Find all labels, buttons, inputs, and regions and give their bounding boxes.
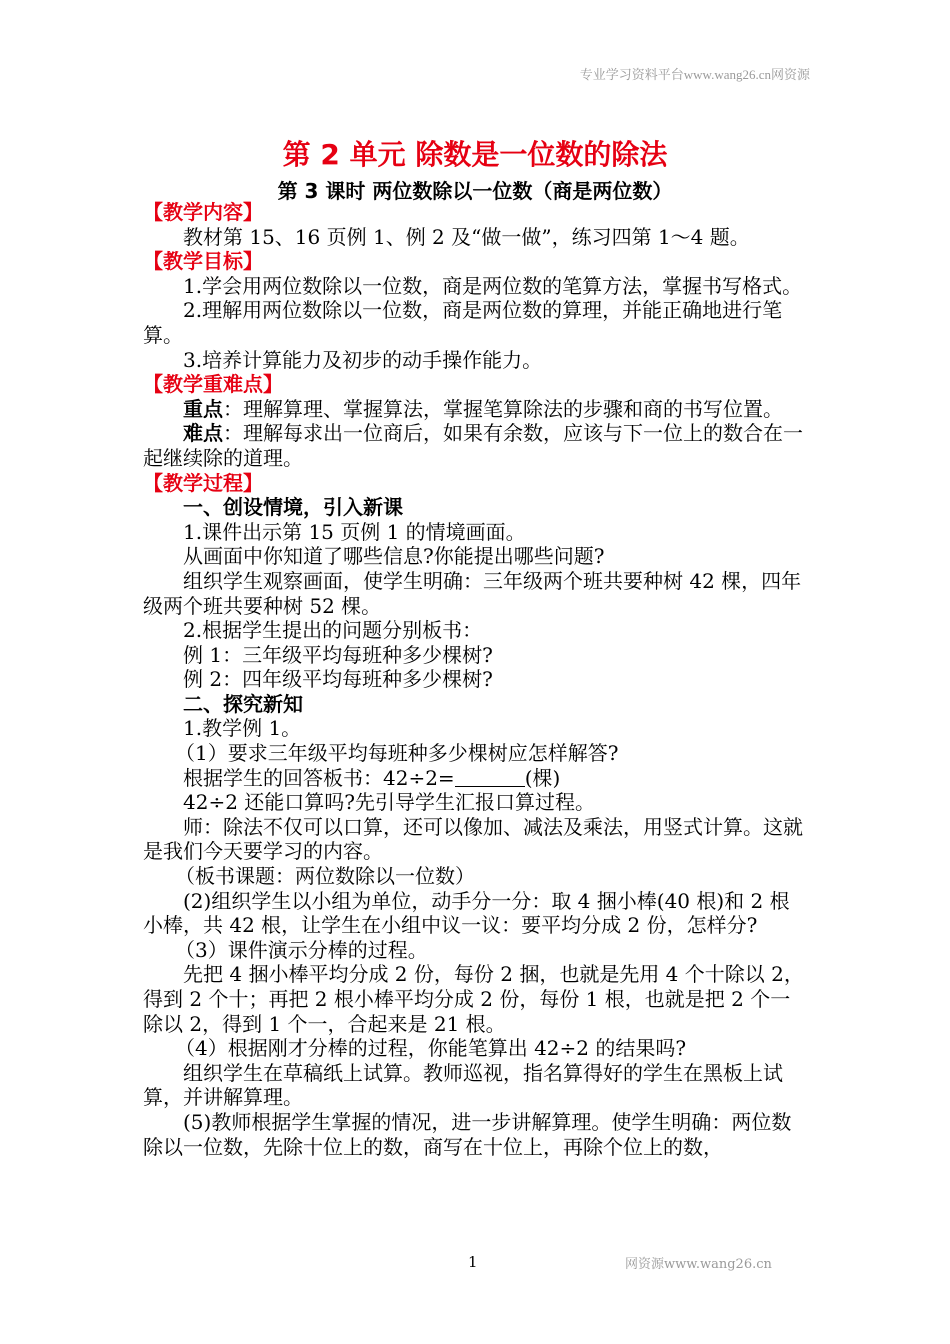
key-point-label: 重点 [183,396,223,421]
section-heading-process: 【教学过程】 [143,470,263,495]
goal-item: 1.学会用两位数除以一位数，商是两位数的笔算方法，掌握书写格式。 [183,273,803,298]
process-paragraph: 先把 4 捆小棒平均分成 2 份，每份 2 捆，也就是先用 4 个十除以 2，得到 2 个十；再把 2 根小棒平均分成 2 份，每份 1 根，也就是把 2 个一除以 2，得到 1 个一，合起来是 21 根。 [143,962,804,1036]
section-heading-content: 【教学内容】 [143,200,263,224]
process-paragraph: （4）根据刚才分棒的过程，你能笔算出 42÷2 的结果吗? [175,1036,687,1061]
process-paragraph: 例 1：三年级平均每班种多少棵树? [183,642,493,667]
answer-blank [455,768,525,787]
process-subheading: 一、创设情境，引入新课 [183,495,403,520]
section-heading-goals: 【教学目标】 [143,249,263,274]
process-paragraph: （3）课件演示分棒的过程。 [175,937,428,962]
lesson-body [143,200,808,1159]
process-paragraph: (5)教师根据学生掌握的情况，进一步讲解算理。使学生明确：两位数除以一位数，先除十位上的数，商写在十位上，再除个位上的数， [143,1109,792,1159]
board-unit: (棵) [524,765,561,790]
lesson-title: 第 3 课时 两位数除以一位数（商是两位数） [277,179,673,203]
page-number: 1 [468,1253,478,1271]
process-paragraph: 组织学生在草稿纸上试算。教师巡视，指名算得好的学生在黑板上试算，并讲解算理。 [143,1060,783,1110]
section-heading-key-points: 【教学重难点】 [143,372,283,397]
process-paragraph: 1.教学例 1。 [183,716,302,741]
board-equation: 根据学生的回答板书：42÷2= [183,765,455,790]
process-paragraph: 1.课件出示第 15 页例 1 的情境画面。 [183,519,526,544]
process-paragraph: 例 2：四年级平均每班种多少棵树? [183,667,493,692]
difficulty-paragraph [143,421,808,470]
header-watermark: 专业学习资料平台www.wang26.cn网资源 [579,67,810,82]
difficulty-label: 难点 [183,421,223,446]
key-point-paragraph [143,397,808,422]
process-paragraph: 师：除法不仅可以口算，还可以像加、减法及乘法，用竖式计算。这就是我们今天要学习的内容。 [143,814,803,864]
process-paragraph: （1）要求三年级平均每班种多少棵树应怎样解答? [175,741,619,766]
key-point-text: ：理解算理、掌握算法，掌握笔算除法的步骤和商的书写位置。 [223,396,783,421]
process-paragraph: 2.根据学生提出的问题分别板书： [183,618,483,643]
process-paragraph: 42÷2 还能口算吗?先引导学生汇报口算过程。 [183,790,596,815]
difficulty-text: ：理解每求出一位商后，如果有余数，应该与下一位上的数合在一起继续除的道理。 [143,421,803,470]
process-paragraph: 从画面中你知道了哪些信息?你能提出哪些问题? [183,544,605,569]
unit-title: 第 2 单元 除数是一位数的除法 [282,138,668,171]
process-paragraph: 组织学生观察画面，使学生明确：三年级两个班共要种树 42 棵，四年级两个班共要种树 52 棵。 [143,568,802,618]
footer-watermark: 网资源www.wang26.cn [625,1257,772,1272]
goal-item: 3.培养计算能力及初步的动手操作能力。 [183,347,543,372]
process-paragraph: (2)组织学生以小组为单位，动手分一分：取 4 捆小棒(40 根)和 2 根小棒，共 42 根，让学生在小组中议一议：要平均分成 2 份，怎样分? [143,888,790,938]
goal-item: 2.理解用两位数除以一位数，商是两位数的算理，并能正确地进行笔算。 [143,298,783,347]
process-subheading: 二、探究新知 [183,691,303,716]
process-paragraph: （板书课题：两位数除以一位数） [175,864,475,889]
process-paragraph [143,766,808,791]
content-paragraph: 教材第 15、16 页例 1、例 2 及“做一做”，练习四第 1～4 题。 [183,224,750,249]
